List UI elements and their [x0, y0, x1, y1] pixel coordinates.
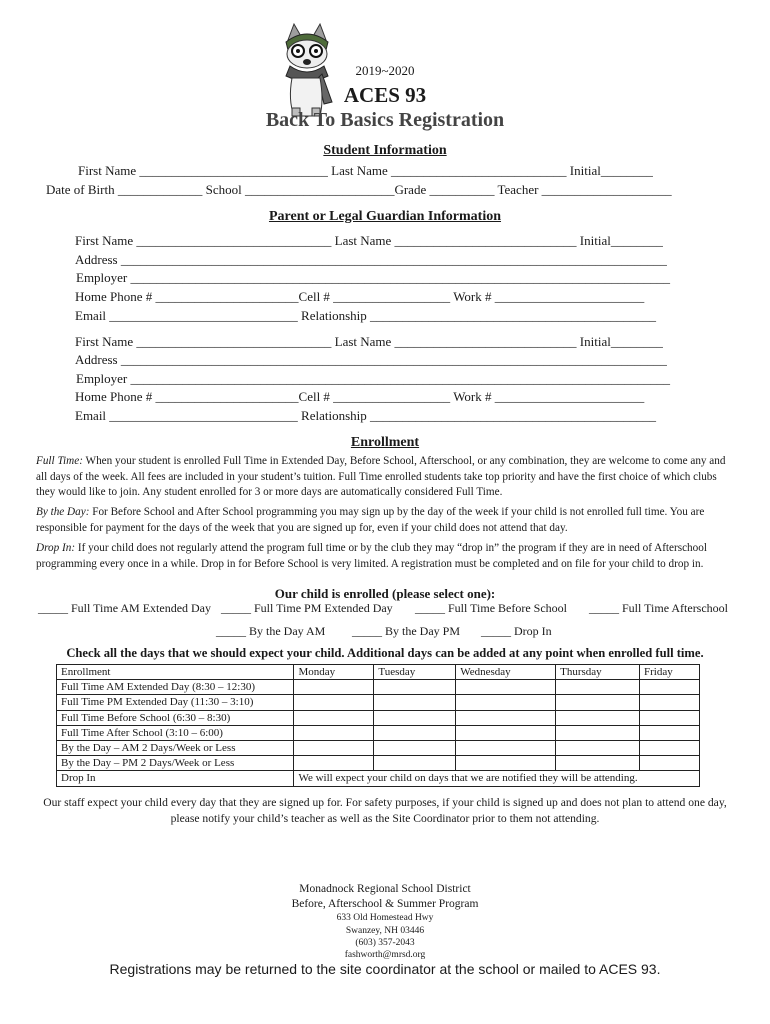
program-name: ACES 93	[343, 83, 427, 107]
option-ft-afterschool[interactable]: _____ Full Time Afterschool	[589, 601, 729, 615]
option-ft-pm-extended[interactable]: _____ Full Time PM Extended Day	[221, 601, 393, 615]
row-label: Full Time AM Extended Day (8:30 – 12:30)	[57, 680, 294, 695]
drop-in-text: If your child does not regularly attend the program full time or by the club they may “drop in” the program if they are in need of Afterschool programming every once in a while. Drop in for Before School is very limited. A registration must be completed and on file for your child to drop in.	[36, 542, 707, 570]
drop-in-note: We will expect your child on days that we are notified they will be attending.	[294, 771, 700, 786]
column-header: Enrollment	[57, 665, 294, 680]
day-checkbox-cell[interactable]	[294, 756, 374, 771]
row-label: Full Time PM Extended Day (11:30 – 3:10)	[57, 695, 294, 710]
enrollment-heading: Enrollment	[350, 435, 420, 450]
day-checkbox-cell[interactable]	[294, 680, 374, 695]
contact-phone: (603) 357-2043	[355, 938, 415, 948]
row-label: By the Day – PM 2 Days/Week or Less	[57, 756, 294, 771]
row-label: Full Time Before School (6:30 – 8:30)	[57, 710, 294, 725]
guardian1-employer-line: Employer ___________________________________________________________________________________	[76, 270, 671, 285]
street-address: 633 Old Homestead Hwy	[336, 913, 434, 923]
day-checkbox-cell[interactable]	[294, 710, 374, 725]
day-checkbox-cell[interactable]	[374, 710, 456, 725]
day-checkbox-cell[interactable]	[456, 695, 556, 710]
option-drop-in[interactable]: _____ Drop In	[481, 624, 552, 638]
day-checkbox-cell[interactable]	[556, 710, 640, 725]
by-day-text: For Before School and After School programming you may sign up by the day of the week if your child is not enrolled full time. You are responsible for payment for the days of the week that you are signed up for, even if your child does not attend that day.	[36, 506, 705, 534]
row-label: Drop In	[57, 771, 294, 786]
day-checkbox-cell[interactable]	[556, 740, 640, 755]
student-name-line: First Name _____________________________ Last Name ___________________________ Initial________	[78, 163, 653, 178]
drop-in-row	[57, 771, 700, 786]
option-ft-before-school[interactable]: _____ Full Time Before School	[415, 601, 568, 615]
by-day-label: By the Day:	[36, 506, 90, 518]
by-day-paragraph	[36, 505, 736, 536]
option-ft-am-extended[interactable]: _____ Full Time AM Extended Day	[38, 601, 212, 615]
day-checkbox-cell[interactable]	[456, 725, 556, 740]
guardian2-employer-line: Employer ___________________________________________________________________________________	[76, 371, 671, 386]
drop-in-paragraph	[36, 541, 736, 572]
option-by-day-pm[interactable]: _____ By the Day PM	[352, 624, 460, 638]
day-checkbox-cell[interactable]	[640, 756, 700, 771]
days-table-heading: Check all the days that we should expect your child. Additional days can be added at any point when enrolled full time.	[66, 646, 704, 660]
student-dob-school-line: Date of Birth _____________ School _______________________Grade __________ Teacher ____________________	[46, 182, 672, 197]
table-row	[57, 680, 700, 695]
contact-email: fashworth@mrsd.org	[344, 950, 426, 960]
day-checkbox-cell[interactable]	[456, 756, 556, 771]
day-checkbox-cell[interactable]	[640, 680, 700, 695]
full-time-label: Full Time:	[36, 455, 83, 467]
day-checkbox-cell[interactable]	[456, 710, 556, 725]
full-time-text: When your student is enrolled Full Time in Extended Day, Before School, Afterschool, or any combination, they are welcome to come any and all days of the week. All fees are included in your student’s tuition. Full Time enrolled students take top priority and have the first choice of which clubs they would like to join. Any student enrolled for 3 or more days are automatically considered Full Time.	[36, 455, 726, 498]
attendance-notice: Our staff expect your child every day that they are signed up for. For safety purposes, if your child is signed up and does not plan to attend one day, please notify your child’s teacher as well as the Site Coordinator prior to them not attending.	[43, 796, 727, 825]
guardian1-name-line: First Name ______________________________ Last Name ____________________________ Initial________	[75, 233, 663, 248]
column-header: Wednesday	[456, 665, 556, 680]
option-by-day-am[interactable]: _____ By the Day AM	[216, 624, 326, 638]
row-label: Full Time After School (3:10 – 6:00)	[57, 725, 294, 740]
guardian1-email-line: Email _____________________________ Relationship ____________________________________________	[75, 308, 657, 323]
days-table	[56, 664, 700, 787]
table-row	[57, 710, 700, 725]
guardian2-address-line: Address ____________________________________________________________________________________	[75, 352, 667, 367]
day-checkbox-cell[interactable]	[640, 695, 700, 710]
day-checkbox-cell[interactable]	[294, 725, 374, 740]
column-header: Thursday	[556, 665, 640, 680]
return-note: Registrations may be returned to the site coordinator at the school or mailed to ACES 93.	[109, 961, 661, 977]
select-heading: Our child is enrolled (please select one):	[274, 586, 496, 601]
drop-in-label: Drop In:	[36, 542, 76, 554]
day-checkbox-cell[interactable]	[640, 740, 700, 755]
district-name: Monadnock Regional School District	[299, 883, 471, 895]
day-checkbox-cell[interactable]	[556, 695, 640, 710]
program-line: Before, Afterschool & Summer Program	[291, 898, 479, 910]
row-label: By the Day – AM 2 Days/Week or Less	[57, 740, 294, 755]
guardian2-name-line: First Name ______________________________ Last Name ____________________________ Initial________	[75, 334, 663, 349]
day-checkbox-cell[interactable]	[456, 740, 556, 755]
guardian1-address-line: Address ____________________________________________________________________________________	[75, 252, 667, 267]
day-checkbox-cell[interactable]	[374, 740, 456, 755]
day-checkbox-cell[interactable]	[456, 680, 556, 695]
column-header: Friday	[640, 665, 700, 680]
full-time-paragraph	[36, 454, 736, 501]
day-checkbox-cell[interactable]	[374, 756, 456, 771]
day-checkbox-cell[interactable]	[556, 725, 640, 740]
guardian2-email-line: Email _____________________________ Relationship ____________________________________________	[75, 408, 657, 423]
table-row	[57, 756, 700, 771]
table-row	[57, 725, 700, 740]
guardian1-phone-line: Home Phone # ______________________Cell # __________________ Work # _______________________	[75, 289, 645, 304]
day-checkbox-cell[interactable]	[640, 725, 700, 740]
table-row	[57, 740, 700, 755]
city-address: Swanzey, NH 03446	[345, 926, 425, 936]
day-checkbox-cell[interactable]	[374, 695, 456, 710]
day-checkbox-cell[interactable]	[640, 710, 700, 725]
guardian2-phone-line: Home Phone # ______________________Cell # __________________ Work # _______________________	[75, 389, 645, 404]
school-year: 2019~2020	[355, 63, 415, 78]
day-checkbox-cell[interactable]	[374, 680, 456, 695]
guardian-info-heading: Parent or Legal Guardian Information	[268, 209, 502, 224]
day-checkbox-cell[interactable]	[294, 740, 374, 755]
days-table-header-row	[57, 665, 700, 680]
day-checkbox-cell[interactable]	[374, 725, 456, 740]
day-checkbox-cell[interactable]	[294, 695, 374, 710]
student-info-heading: Student Information	[323, 143, 447, 158]
day-checkbox-cell[interactable]	[556, 756, 640, 771]
day-checkbox-cell[interactable]	[556, 680, 640, 695]
form-title: Back To Basics Registration	[265, 109, 505, 131]
column-header: Tuesday	[374, 665, 456, 680]
column-header: Monday	[294, 665, 374, 680]
table-row	[57, 695, 700, 710]
